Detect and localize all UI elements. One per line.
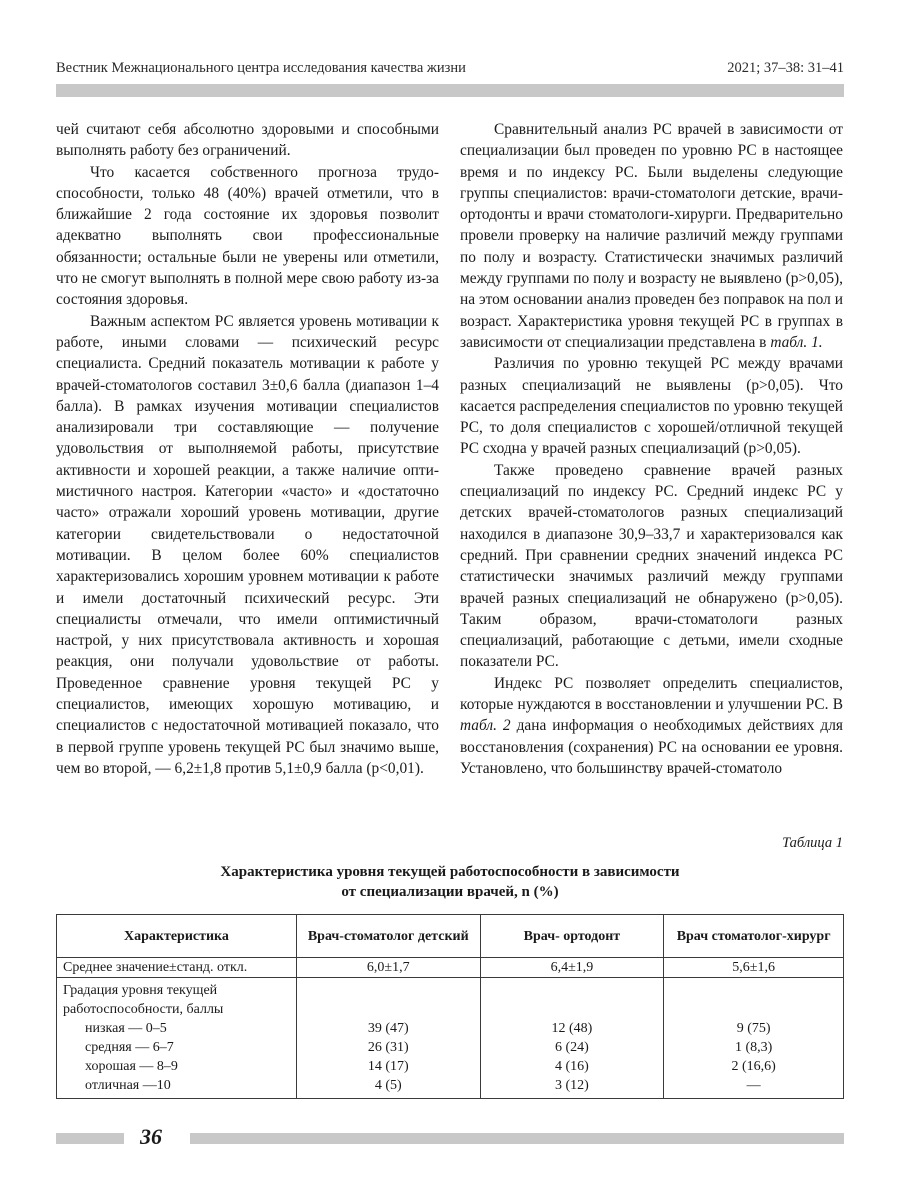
left-column xyxy=(56,119,439,779)
issue-info: 2021; 37–38: 31–41 xyxy=(727,60,844,76)
pediatric-excellent: 4 (5) xyxy=(374,1078,402,1093)
mean-pediatric: 6,0±1,7 xyxy=(296,958,480,978)
footer-bar-left xyxy=(56,1133,124,1144)
pediatric-low: 39 (47) xyxy=(367,1021,409,1036)
right-paragraph-4-end: дана информация о необходимых действиях для восстановления (сохранения) РС на основании ее уровня. Установлено, что большинству врачей-стоматоло xyxy=(460,717,843,777)
orthodontist-excellent: 3 (12) xyxy=(555,1078,589,1093)
surgeon-mid: 1 (8,3) xyxy=(734,1040,773,1055)
header-pediatric-dentist: Врач-стоматолог детский xyxy=(296,915,480,958)
right-paragraph-3: Также проведено сравнение врачей разных специализаций по индексу РС. Средний индекс РС у детских врачей-стоматологов разных специализаций находился в диапазоне 30,9–33,7 и характеризовался как средний. При сравнении средних значений индекса РС статистически значимых различий между группами врачей разных специализаций не обнаружено (p>0,05). Таким образом, врачи-стоматологи разных специализаций, работающие с детьми, имели сходные показатели РС. xyxy=(460,461,843,671)
surgeon-low: 9 (75) xyxy=(736,1021,771,1036)
pediatric-good: 14 (17) xyxy=(367,1059,409,1074)
gradation-title: Градация уровня текущей работоспособности, баллы xyxy=(63,983,224,1017)
gradation-low-label: низкая — 0–5 xyxy=(85,1021,167,1036)
footer-bar-right xyxy=(190,1133,844,1144)
journal-title: Вестник Межнационального центра исследования качества жизни xyxy=(56,60,466,76)
surgeon-excellent: — xyxy=(746,1078,761,1093)
table-title-line-1: Характеристика уровня текущей работоспособности в зависимости xyxy=(220,864,680,880)
gradation-good-label: хорошая — 8–9 xyxy=(85,1059,178,1074)
pediatric-mid: 26 (31) xyxy=(367,1040,409,1055)
right-paragraph-2: Различия по уровню текущей РС между врачами разных специализаций не выявлены (p>0,05). Что касается распределения специалистов по уровню текущей РС, то доля специалистов с хорошей/отличной текущей РС сходна у врачей разных специализаций (p>0,05). xyxy=(460,355,843,458)
gradation-surgeon xyxy=(664,978,844,1099)
running-header xyxy=(56,60,844,77)
table-title xyxy=(56,862,844,902)
right-paragraph-1-text: Сравнительный анализ РС врачей в зависимости от специализации был проведен по уровню РС в настоящее время и по индексу РС. Были выделены следующие группы специалистов: врачи-стоматологи детские, врачи-ортодонты и врачи стоматологи-хирурги. Предварительно провели проверку на наличие различий между группами по полу и возрасту. Статистически значимых различий между группами по полу и возрасту не выявлено (p>0,05), на этом основании анализ проведен без поправок на пол и возраст. Характеристика уровня текущей РС в группах в зависимости от специализации представлена в xyxy=(460,121,843,351)
orthodontist-low: 12 (48) xyxy=(551,1021,593,1036)
gradation-labels xyxy=(57,978,297,1099)
table-1-reference: табл. 1. xyxy=(770,333,823,351)
gradation-mid-label: средняя — 6–7 xyxy=(85,1040,174,1055)
mean-label: Среднее значение±станд. откл. xyxy=(57,958,297,978)
left-paragraph-1: чей считают себя абсолютно здоровыми и способными выполнять работу без ограничений. xyxy=(56,121,439,160)
table-row-gradation xyxy=(57,978,844,1099)
table-label: Таблица 1 xyxy=(782,835,843,851)
gradation-excellent-label: отличная —10 xyxy=(85,1078,171,1093)
header-orthodontist: Врач- ортодонт xyxy=(480,915,664,958)
orthodontist-good: 4 (16) xyxy=(555,1059,589,1074)
left-paragraph-2: Что касается собственного прогноза трудоспособности, только 48 (40%) врачей отметили, что в ближайшие 2 года состояние их здоровья позволит адекватно выполнять свои профессиональные обязанности; остальные были не уверены или отметили, что не смогут выполнять в полной мере свою работу из-за состояния здоровья. xyxy=(56,163,439,309)
table-header-row xyxy=(57,915,844,958)
right-paragraph-1 xyxy=(460,119,843,353)
header-surgeon: Врач стоматолог-хирург xyxy=(664,915,844,958)
right-column xyxy=(460,119,843,779)
orthodontist-mid: 6 (24) xyxy=(555,1040,589,1055)
data-table xyxy=(56,914,844,1099)
table-2-reference: табл. 2 xyxy=(460,717,511,735)
right-paragraph-4-start: Индекс РС позволяет определить специалистов, которые нуждаются в восстановлении и улучшении РС. В xyxy=(460,674,843,714)
header-divider-bar xyxy=(56,84,844,97)
mean-orthodontist: 6,4±1,9 xyxy=(480,958,664,978)
mean-surgeon: 5,6±1,6 xyxy=(664,958,844,978)
right-paragraph-4 xyxy=(460,673,843,779)
table-title-line-2: от специализации врачей, n (%) xyxy=(341,884,559,900)
header-characteristic: Характеристика xyxy=(57,915,297,958)
page-number: 36 xyxy=(140,1124,162,1149)
surgeon-good: 2 (16,6) xyxy=(731,1059,776,1074)
gradation-pediatric xyxy=(296,978,480,1099)
gradation-orthodontist xyxy=(480,978,664,1099)
left-paragraph-3: Важным аспектом РС является уровень мотивации к работе, иными словами — психический ресурс специалиста. Средний показатель мотивации к работе у врачей-стоматологов составил 3±0,6 балла (диапазон 1–4 балла). В рамках изучения мотивации специалистов анализировали три составляющие — получение удовольствия от выполняемой работы, присутствие активности и хорошей реакции, а также наличие оптимистичного настроя. Категории «часто» и «достаточно часто» отражали хороший уровень мотивации, другие категории свидетельствовали о недостаточной мотивации. В целом более 60% специалистов характеризовались хорошим уровнем мотивации к работе и имели достаточный психический ресурс. Эти специалисты отмечали, что имели оптимистичный настрой, у них присутствовала активность и хорошая реакция, они получали удовольствие от работы. Проведенное сравнение уровня текущей РС у специалистов, имеющих хорошую мотивацию, и специалистов с недостаточной мотивацией показало, что в первой группе уровень текущей РС был значимо выше, чем во второй, — 6,2±1,8 против 5,1±0,9 балла (p<0,01). xyxy=(56,312,439,777)
table-row-mean xyxy=(57,958,844,978)
